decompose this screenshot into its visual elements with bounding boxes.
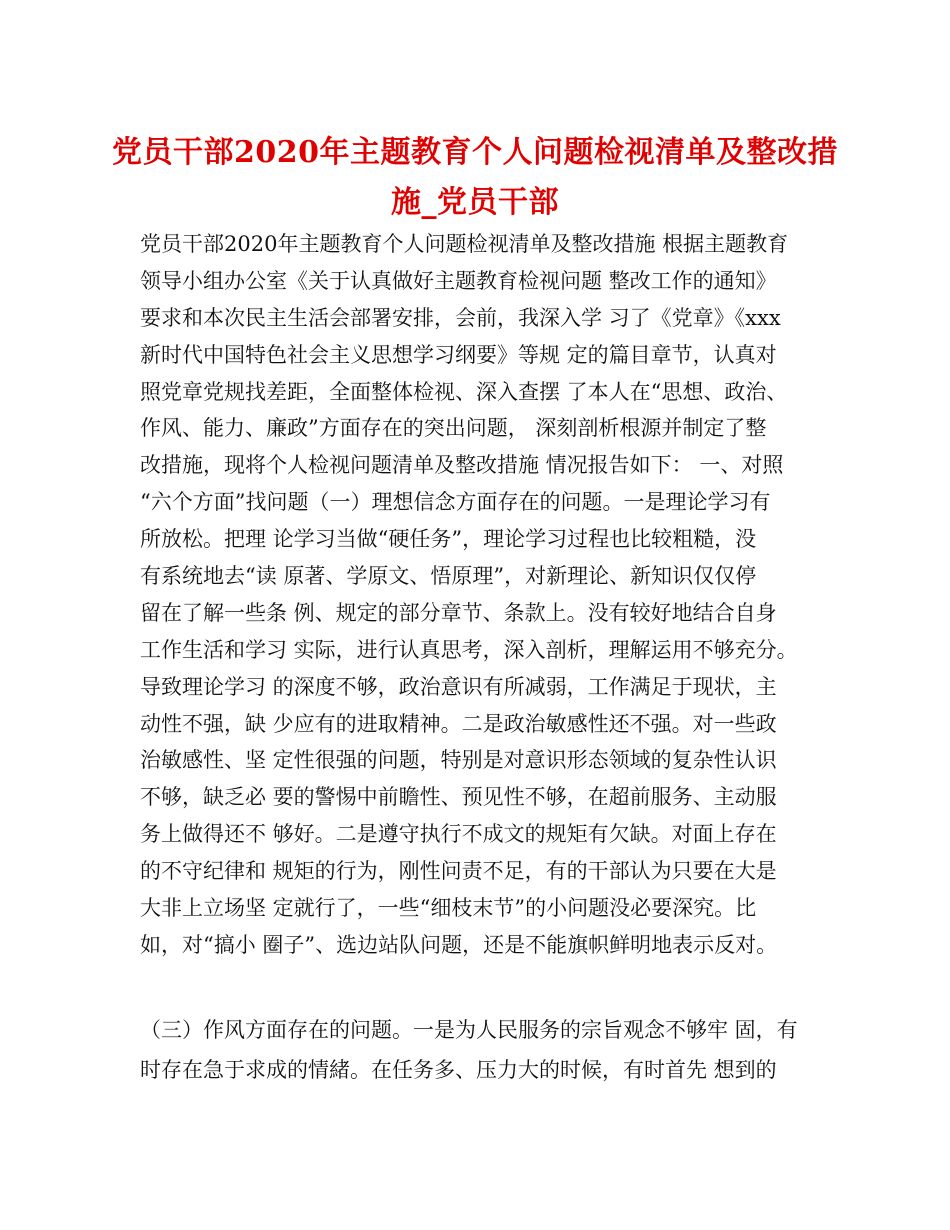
- text-line: “六个方面”找问题（一）理想信念方面存在的问题。一是理论学习有: [140, 490, 771, 515]
- text-line: 改措施，现将个人检视问题清单及整改措施 情况报告如下： 一、对照: [140, 453, 784, 478]
- text-line: 照党章党规找差距，全面整体检视、深入查摆 了本人在“思想、政治、: [140, 379, 788, 404]
- text-line: 工作生活和学习 实际，进行认真思考，深入剖析，理解运用不够充分。: [140, 637, 798, 662]
- text-line: 大非上立场坚 定就行了，一些“细枝末节”的小问题没必要深究。比: [140, 896, 757, 921]
- text-line: 时存在急于求成的情緒。在任务多、压力大的时候，有时首先 想到的: [140, 1058, 777, 1082]
- text-line: 不够，缺乏必 要的警惕中前瞻性、预见性不够，在超前服务、主动服: [140, 785, 777, 810]
- paragraph-2: [140, 1010, 840, 1090]
- title-line: 施_党员干部: [391, 185, 559, 220]
- title-line: 党员干部2020年主题教育个人问题检视清单及整改措: [112, 135, 838, 170]
- text-line: 所放松。把理 论学习当做“硬任务”，理论学习过程也比较粗糙，没: [140, 527, 757, 552]
- text-line: 导致理论学习 的深度不够，政治意识有所减弱，工作满足于现状，主: [140, 674, 777, 699]
- text-line: 务上做得还不 够好。二是遵守执行不成文的规矩有欠缺。对面上存在: [140, 822, 777, 847]
- text-line: 有系统地去“读 原著、学原文、悟原理”，对新理论、新知识仅仅停: [140, 564, 757, 589]
- text-line: 要求和本次民主生活会部署安排，会前，我深入学 习了《党章》《xxx: [140, 305, 781, 330]
- text-line: 领导小组办公室《关于认真做好主题教育检视问题 整改工作的通知》: [140, 268, 777, 293]
- paragraph-1: [140, 226, 840, 964]
- text-line: 作风、能力、廉政”方面存在的突出问题， 深刻剖析根源并制定了整: [140, 416, 767, 441]
- text-line: 治敏感性、坚 定性很强的问题，特别是对意识形态领域的复杂性认识: [140, 748, 777, 773]
- text-line: 如，对“搞小 圈子”、选边站队问题，还是不能旗帜鲜明地表示反对。: [140, 932, 778, 957]
- text-line: 留在了解一些条 例、规定的部分章节、条款上。没有较好地结合自身: [140, 600, 777, 625]
- document-title: [90, 128, 860, 228]
- text-line: 动性不强，缺 少应有的进取精神。二是政治敏感性还不强。对一些政: [140, 711, 777, 736]
- text-line: 党员干部2020年主题教育个人问题检视清单及整改措施 根据主题教育: [140, 232, 789, 256]
- text-line: （三）作风方面存在的问题。一是为人民服务的宗旨观念不够牢 固，有: [140, 1018, 798, 1042]
- document-body: [140, 226, 840, 1082]
- text-line: 新时代中国特色社会主义思想学习纲要》等规 定的篇目章节，认真对: [140, 342, 777, 367]
- text-line: 的不守纪律和 规矩的行为，刚性问责不足，有的干部认为只要在大是: [140, 859, 777, 884]
